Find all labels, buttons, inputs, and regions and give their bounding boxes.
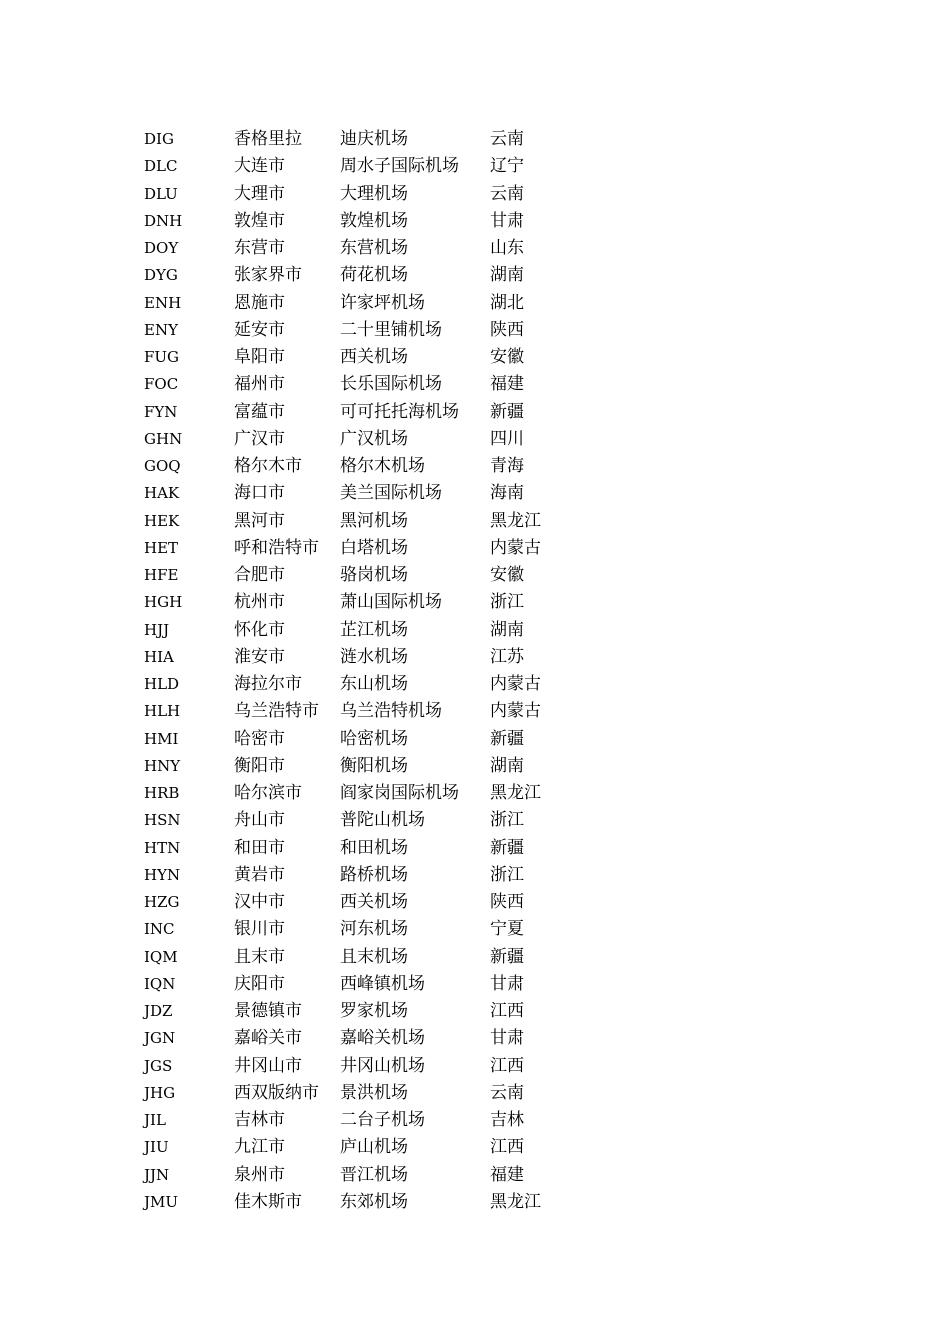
city-name: 黄岩市 <box>234 864 285 885</box>
table-row <box>144 290 570 317</box>
province-name: 黑龙江 <box>490 1191 541 1212</box>
province-name: 江西 <box>490 1001 524 1021</box>
city-name: 大理市 <box>234 183 285 204</box>
airport-code: HRB <box>144 784 180 802</box>
airport-name: 敦煌机场 <box>340 210 408 231</box>
province-name: 陕西 <box>490 892 524 912</box>
airport-code: HTN <box>144 838 181 857</box>
table-row <box>144 1053 570 1080</box>
airport-name: 二台子机场 <box>340 1110 425 1130</box>
table-row <box>144 1162 570 1189</box>
airport-code: HET <box>144 538 179 557</box>
province-name: 宁夏 <box>490 919 524 940</box>
airport-name: 哈密机场 <box>340 728 408 749</box>
table-row <box>144 889 570 916</box>
airport-name: 井冈山机场 <box>340 1055 425 1076</box>
airport-name: 景洪机场 <box>340 1082 408 1103</box>
table-row <box>144 1107 570 1134</box>
airport-code: IQN <box>144 974 176 993</box>
province-name: 内蒙古 <box>490 537 541 558</box>
province-name: 云南 <box>490 183 524 204</box>
table-row <box>144 1189 570 1216</box>
airport-name: 晋江机场 <box>340 1164 408 1185</box>
airport-name: 白塔机场 <box>340 537 408 558</box>
airport-name: 二十里铺机场 <box>340 319 442 340</box>
airport-code: HEK <box>144 511 180 530</box>
city-name: 舟山市 <box>234 810 285 831</box>
city-name: 衡阳市 <box>234 755 285 776</box>
city-name: 汉中市 <box>234 892 285 912</box>
province-name: 安徽 <box>490 347 524 367</box>
table-row <box>144 208 570 235</box>
airport-table <box>144 126 570 1216</box>
table-row <box>144 726 570 753</box>
city-name: 哈尔滨市 <box>234 783 302 803</box>
airport-code: HSN <box>144 811 181 830</box>
table-row <box>144 426 570 453</box>
city-name: 海口市 <box>234 483 285 504</box>
province-name: 陕西 <box>490 319 524 340</box>
city-name: 九江市 <box>234 1137 285 1158</box>
province-name: 新疆 <box>490 401 524 422</box>
table-row <box>144 1025 570 1052</box>
city-name: 黑河市 <box>234 510 285 531</box>
city-name: 海拉尔市 <box>234 674 302 694</box>
airport-name: 芷江机场 <box>340 619 408 640</box>
airport-name: 罗家机场 <box>340 1001 408 1021</box>
table-row <box>144 453 570 480</box>
table-row <box>144 262 570 289</box>
airport-code: HFE <box>144 566 179 584</box>
airport-code: ENY <box>144 320 178 339</box>
airport-code: HZG <box>144 893 180 911</box>
airport-code: DNH <box>144 211 183 230</box>
table-row <box>144 126 570 153</box>
province-name: 云南 <box>490 129 524 149</box>
airport-name: 萧山国际机场 <box>340 592 442 613</box>
table-row <box>144 508 570 535</box>
table-row <box>144 998 570 1025</box>
province-name: 内蒙古 <box>490 674 541 694</box>
airport-code: FOC <box>144 375 179 394</box>
airport-name: 西峰镇机场 <box>340 973 425 994</box>
province-name: 浙江 <box>490 864 524 885</box>
city-name: 吉林市 <box>234 1110 285 1130</box>
table-row <box>144 835 570 862</box>
airport-code: JMU <box>144 1192 179 1211</box>
city-name: 泉州市 <box>234 1164 285 1185</box>
airport-name: 东营机场 <box>340 238 408 258</box>
table-row <box>144 807 570 834</box>
airport-code: ENH <box>144 293 182 312</box>
airport-name: 河东机场 <box>340 919 408 940</box>
airport-name: 路桥机场 <box>340 864 408 885</box>
province-name: 江苏 <box>490 646 524 667</box>
province-name: 安徽 <box>490 565 524 585</box>
city-name: 杭州市 <box>234 592 285 613</box>
table-row <box>144 480 570 507</box>
province-name: 四川 <box>490 428 524 449</box>
province-name: 甘肃 <box>490 210 524 231</box>
province-name: 黑龙江 <box>490 783 541 803</box>
province-name: 浙江 <box>490 810 524 831</box>
city-name: 淮安市 <box>234 646 285 667</box>
city-name: 东营市 <box>234 238 285 258</box>
airport-code: DOY <box>144 239 179 257</box>
airport-name: 周水子国际机场 <box>340 156 459 177</box>
airport-name: 荷花机场 <box>340 265 408 286</box>
province-name: 内蒙古 <box>490 701 541 722</box>
table-row <box>144 317 570 344</box>
province-name: 辽宁 <box>490 156 524 177</box>
city-name: 且末市 <box>234 946 285 967</box>
airport-name: 和田机场 <box>340 837 408 858</box>
city-name: 合肥市 <box>234 565 285 585</box>
city-name: 富蕴市 <box>234 401 285 422</box>
city-name: 井冈山市 <box>234 1055 302 1076</box>
province-name: 海南 <box>490 483 524 504</box>
table-row <box>144 862 570 889</box>
airport-code: GOQ <box>144 457 181 475</box>
airport-code: HGH <box>144 593 183 612</box>
city-name: 福州市 <box>234 374 285 395</box>
table-row <box>144 644 570 671</box>
city-name: 恩施市 <box>234 292 285 313</box>
city-name: 延安市 <box>234 319 285 340</box>
airport-name: 西关机场 <box>340 892 408 912</box>
airport-name: 许家坪机场 <box>340 292 425 313</box>
province-name: 江西 <box>490 1137 524 1158</box>
airport-name: 广汉机场 <box>340 428 408 449</box>
airport-name: 庐山机场 <box>340 1137 408 1158</box>
table-row <box>144 181 570 208</box>
province-name: 湖南 <box>490 619 524 640</box>
table-row <box>144 344 570 371</box>
province-name: 吉林 <box>490 1110 524 1130</box>
province-name: 浙江 <box>490 592 524 613</box>
table-row <box>144 780 570 807</box>
city-name: 张家界市 <box>234 265 302 286</box>
airport-code: JIL <box>144 1111 166 1129</box>
table-row <box>144 535 570 562</box>
city-name: 呼和浩特市 <box>234 537 319 558</box>
airport-code: FYN <box>144 402 178 421</box>
airport-code: FUG <box>144 348 180 366</box>
city-name: 景德镇市 <box>234 1001 302 1021</box>
table-row <box>144 1080 570 1107</box>
table-row <box>144 1134 570 1161</box>
airport-rows <box>144 126 570 1216</box>
table-row <box>144 671 570 698</box>
city-name: 敦煌市 <box>234 210 285 231</box>
table-row <box>144 971 570 998</box>
airport-code: GHN <box>144 429 183 448</box>
airport-name: 东山机场 <box>340 674 408 694</box>
airport-code: JJN <box>144 1165 170 1184</box>
airport-name: 普陀山机场 <box>340 810 425 831</box>
airport-name: 嘉峪关机场 <box>340 1028 425 1049</box>
table-row <box>144 562 570 589</box>
table-row <box>144 371 570 398</box>
city-name: 广汉市 <box>234 428 285 449</box>
table-row <box>144 753 570 780</box>
city-name: 香格里拉 <box>234 129 302 149</box>
province-name: 新疆 <box>490 728 524 749</box>
airport-code: HLD <box>144 675 180 693</box>
airport-name: 美兰国际机场 <box>340 483 442 504</box>
airport-code: JGS <box>144 1056 173 1075</box>
province-name: 云南 <box>490 1082 524 1103</box>
airport-name: 衡阳机场 <box>340 755 408 776</box>
city-name: 西双版纳市 <box>234 1082 319 1103</box>
airport-name: 西关机场 <box>340 347 408 367</box>
airport-code: HYN <box>144 865 181 884</box>
airport-name: 大理机场 <box>340 183 408 204</box>
airport-code: HLH <box>144 702 181 721</box>
city-name: 怀化市 <box>234 619 285 640</box>
province-name: 山东 <box>490 238 524 258</box>
city-name: 和田市 <box>234 837 285 858</box>
city-name: 乌兰浩特市 <box>234 701 319 722</box>
city-name: 佳木斯市 <box>234 1191 302 1212</box>
province-name: 新疆 <box>490 946 524 967</box>
airport-code: JGN <box>144 1029 176 1048</box>
province-name: 福建 <box>490 1164 524 1185</box>
airport-code: JHG <box>144 1083 176 1102</box>
airport-name: 黑河机场 <box>340 510 408 531</box>
airport-code: HJJ <box>144 620 170 639</box>
airport-code: JDZ <box>144 1002 173 1020</box>
table-row <box>144 698 570 725</box>
city-name: 嘉峪关市 <box>234 1028 302 1049</box>
table-row <box>144 153 570 180</box>
airport-code: INC <box>144 920 175 939</box>
province-name: 黑龙江 <box>490 510 541 531</box>
airport-code: DIG <box>144 130 174 148</box>
province-name: 湖南 <box>490 265 524 286</box>
airport-name: 且末机场 <box>340 946 408 967</box>
airport-name: 格尔木机场 <box>340 456 425 476</box>
city-name: 阜阳市 <box>234 347 285 367</box>
table-row <box>144 235 570 262</box>
province-name: 湖南 <box>490 755 524 776</box>
table-row <box>144 617 570 644</box>
province-name: 福建 <box>490 374 524 395</box>
airport-name: 乌兰浩特机场 <box>340 701 442 722</box>
airport-code: HMI <box>144 729 179 748</box>
airport-name: 东郊机场 <box>340 1191 408 1212</box>
airport-code: HAK <box>144 484 180 503</box>
airport-code: IQM <box>144 947 178 966</box>
table-row <box>144 589 570 616</box>
airport-code: DYG <box>144 266 178 285</box>
airport-code: DLU <box>144 184 178 203</box>
city-name: 大连市 <box>234 156 285 177</box>
airport-name: 涟水机场 <box>340 646 408 667</box>
airport-name: 迪庆机场 <box>340 129 408 149</box>
province-name: 湖北 <box>490 292 524 313</box>
airport-code: HIA <box>144 647 174 666</box>
airport-name: 阎家岗国际机场 <box>340 783 459 803</box>
airport-name: 可可托托海机场 <box>340 401 459 422</box>
city-name: 格尔木市 <box>234 456 302 476</box>
province-name: 新疆 <box>490 837 524 858</box>
province-name: 甘肃 <box>490 1028 524 1049</box>
city-name: 银川市 <box>234 919 285 940</box>
airport-code: JIU <box>144 1138 169 1157</box>
province-name: 青海 <box>490 456 524 476</box>
city-name: 庆阳市 <box>234 973 285 994</box>
province-name: 江西 <box>490 1055 524 1076</box>
airport-name: 长乐国际机场 <box>340 374 442 395</box>
airport-code: HNY <box>144 756 181 775</box>
airport-code: DLC <box>144 157 178 176</box>
table-row <box>144 944 570 971</box>
table-row <box>144 916 570 943</box>
table-row <box>144 399 570 426</box>
province-name: 甘肃 <box>490 973 524 994</box>
city-name: 哈密市 <box>234 728 285 749</box>
airport-name: 骆岗机场 <box>340 565 408 585</box>
